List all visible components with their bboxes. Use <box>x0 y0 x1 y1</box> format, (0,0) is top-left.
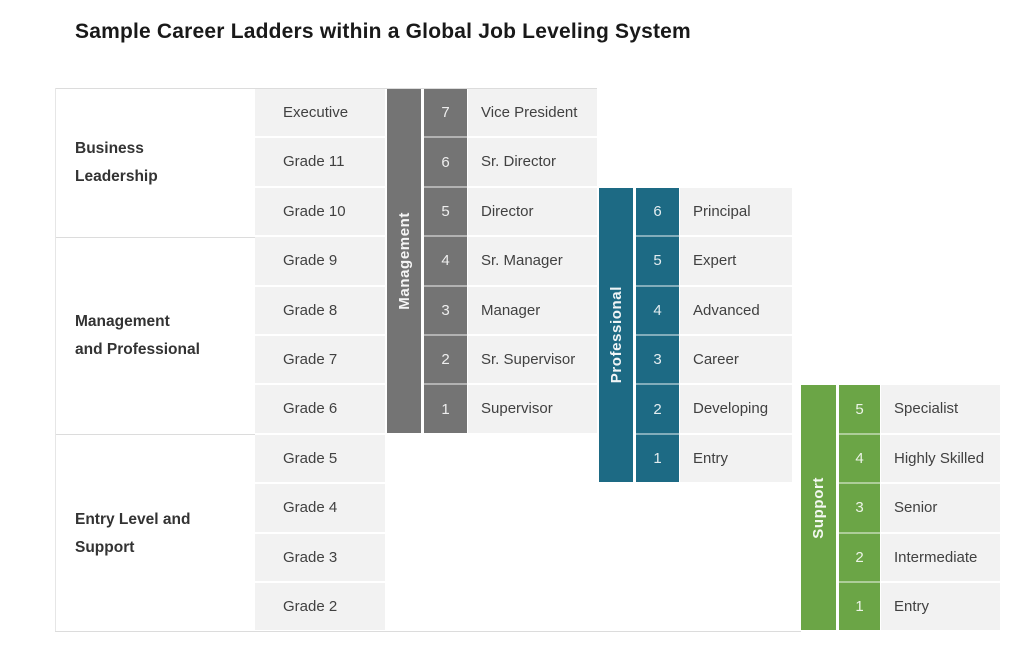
level-title: Sr. Director <box>468 138 597 185</box>
grade-cell: Grade 9 <box>255 237 385 284</box>
group-label-line: Business <box>75 140 144 157</box>
group-label-line: Leadership <box>75 168 158 185</box>
grade-cell: Grade 3 <box>255 534 385 581</box>
level-number: 4 <box>424 237 467 286</box>
ladder-management-bar <box>387 89 421 433</box>
grade-cell: Grade 2 <box>255 583 385 630</box>
level-title: Principal <box>680 188 792 235</box>
grade-cell: Grade 5 <box>255 435 385 482</box>
ladder-professional-label: Professional <box>607 286 625 384</box>
divider-line-left <box>55 88 56 631</box>
page-title: Sample Career Ladders within a Global Job Leveling System <box>75 20 691 43</box>
level-number: 2 <box>839 534 880 583</box>
grade-cell: Grade 10 <box>255 188 385 235</box>
level-title: Specialist <box>881 385 1000 432</box>
level-number: 1 <box>441 400 450 418</box>
level-number: 7 <box>424 89 467 138</box>
ladder-management-level-numbers <box>424 89 467 433</box>
grade-cell: Grade 7 <box>255 336 385 383</box>
level-title: Supervisor <box>468 385 597 432</box>
group-label-entry-support <box>75 506 255 562</box>
ladder-support-level-numbers <box>839 385 880 630</box>
level-title: Career <box>680 336 792 383</box>
level-number: 6 <box>424 138 467 187</box>
level-number: 1 <box>855 598 864 616</box>
grade-cell: Executive <box>255 89 385 136</box>
grade-cell: Grade 6 <box>255 385 385 432</box>
group-label-business-leadership <box>75 135 255 191</box>
level-number: 4 <box>839 435 880 484</box>
level-title: Developing <box>680 385 792 432</box>
group-label-line: Entry Level and <box>75 511 191 528</box>
level-number: 6 <box>636 188 679 237</box>
ladder-professional-level-numbers <box>636 188 679 482</box>
level-title: Sr. Manager <box>468 237 597 284</box>
grade-cell: Grade 4 <box>255 484 385 531</box>
ladder-support-bar <box>801 385 836 630</box>
group-label-line: Support <box>75 539 135 556</box>
grade-cell: Grade 11 <box>255 138 385 185</box>
level-number: 2 <box>424 336 467 385</box>
divider-line-bottom <box>55 631 801 632</box>
level-title: Intermediate <box>881 534 1000 581</box>
ladder-support-label: Support <box>810 477 827 539</box>
divider-line-group2 <box>55 434 255 435</box>
ladder-professional-bar <box>599 188 633 482</box>
group-label-line: and Professional <box>75 341 200 358</box>
level-title: Advanced <box>680 287 792 334</box>
level-number: 2 <box>636 385 679 434</box>
level-title: Entry <box>680 435 792 482</box>
level-number: 5 <box>424 188 467 237</box>
level-number: 3 <box>839 484 880 533</box>
level-number: 1 <box>653 449 662 467</box>
level-number: 5 <box>636 237 679 286</box>
level-number: 5 <box>839 385 880 434</box>
level-title: Highly Skilled <box>881 435 1000 482</box>
level-title: Senior <box>881 484 1000 531</box>
level-title: Entry <box>881 583 1000 630</box>
level-title: Vice President <box>468 89 597 136</box>
divider-line-group1 <box>55 237 255 238</box>
level-title: Sr. Supervisor <box>468 336 597 383</box>
level-number: 3 <box>636 336 679 385</box>
level-number: 4 <box>636 287 679 336</box>
grade-cell: Grade 8 <box>255 287 385 334</box>
group-label-line: Management <box>75 313 170 330</box>
level-title: Manager <box>468 287 597 334</box>
level-title: Expert <box>680 237 792 284</box>
level-number: 3 <box>424 287 467 336</box>
ladder-management-label: Management <box>395 212 413 310</box>
level-title: Director <box>468 188 597 235</box>
group-label-management-professional <box>75 308 255 364</box>
